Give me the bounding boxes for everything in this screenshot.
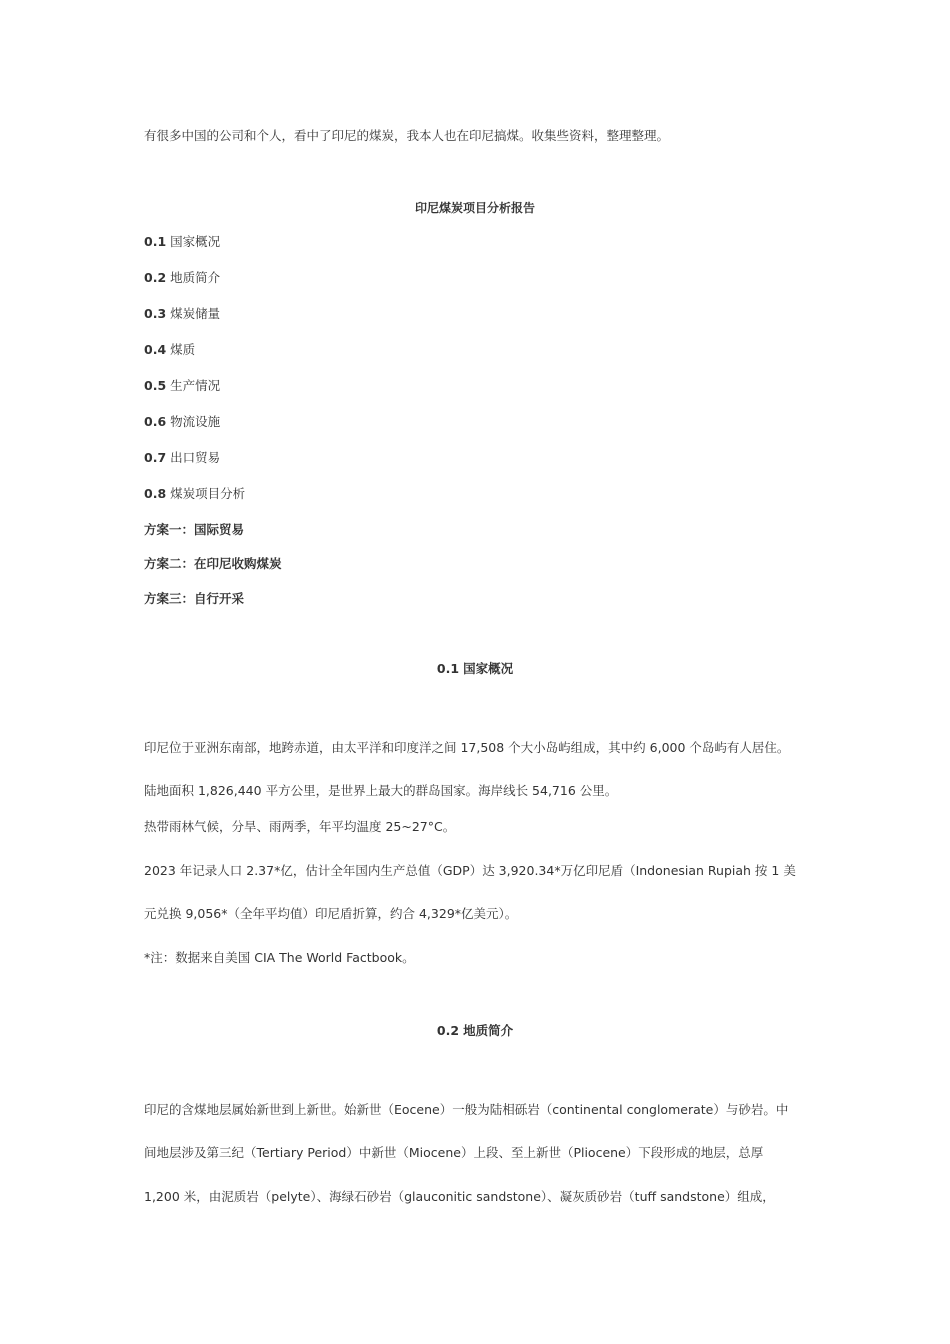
paragraph: 印尼位于亚洲东南部，地跨赤道，由太平洋和印度洋之间 17,508 个大小岛屿组成，其中约 6,000 个岛屿有人居住。 (144, 740, 790, 755)
toc-item-number: 0.8 (144, 486, 167, 501)
paragraph: 印尼的含煤地层属始新世到上新世。始新世（Eocene）一般为陆相砾岩（continental conglomerate）与砂岩。中 (144, 1102, 789, 1117)
plan-item[interactable]: 方案一：国际贸易 (144, 522, 245, 537)
toc-item-number: 0.3 (144, 306, 167, 321)
toc-item[interactable] (144, 485, 245, 503)
toc-item[interactable] (144, 377, 220, 395)
toc-item-label: 出口贸易 (170, 450, 221, 465)
toc-item-number: 0.5 (144, 378, 167, 393)
paragraph: 元兑换 9,056*（全年平均值）印尼盾折算，约合 4,329*亿美元）。 (144, 906, 518, 921)
toc-item-number: 0.4 (144, 342, 167, 357)
toc-item[interactable] (144, 233, 220, 251)
section-number: 0.1 (436, 661, 460, 676)
toc-item-label: 国家概况 (170, 234, 221, 249)
toc-item-number: 0.2 (144, 270, 167, 285)
toc-item-label: 地质简介 (170, 270, 221, 285)
paragraph: 1,200 米，由泥质岩（pelyte）、海绿石砂岩（glauconitic sandstone）、凝灰质砂岩（tuff sandstone）组成， (144, 1189, 775, 1204)
section-title: 地质简介 (463, 1023, 514, 1038)
paragraph: 陆地面积 1,826,440 平方公里，是世界上最大的群岛国家。海岸线长 54,716 公里。 (144, 783, 618, 798)
toc-item[interactable] (144, 305, 220, 323)
paragraph: 热带雨林气候，分旱、雨两季，年平均温度 25~27°C。 (144, 819, 456, 834)
paragraph: 间地层涉及第三纪（Tertiary Period）中新世（Miocene）上段、至上新世（Pliocene）下段形成的地层，总厚 (144, 1145, 764, 1160)
section-number: 0.2 (436, 1023, 460, 1038)
toc-item-label: 煤炭项目分析 (170, 486, 246, 501)
toc-item[interactable] (144, 449, 220, 467)
toc-item-label: 煤质 (170, 342, 196, 357)
footnote: *注：数据来自美国 CIA The World Factbook。 (144, 950, 415, 965)
toc-item-number: 0.7 (144, 450, 167, 465)
paragraph: 2023 年记录人口 2.37*亿，估计全年国内生产总值（GDP）达 3,920.34*万亿印尼盾（Indonesian Rupiah 按 1 美 (144, 863, 796, 878)
section-heading (0, 660, 950, 678)
toc-item-label: 物流设施 (170, 414, 221, 429)
intro-paragraph: 有很多中国的公司和个人，看中了印尼的煤炭，我本人也在印尼搞煤。收集些资料，整理整理。 (144, 128, 670, 143)
report-title: 印尼煤炭项目分析报告 (414, 201, 535, 215)
toc-item[interactable] (144, 341, 195, 359)
toc-item-number: 0.6 (144, 414, 167, 429)
toc-item-label: 生产情况 (170, 378, 221, 393)
toc-item[interactable] (144, 413, 220, 431)
plan-item[interactable]: 方案二：在印尼收购煤炭 (144, 556, 282, 571)
section-title: 国家概况 (463, 661, 514, 676)
section-heading (0, 1022, 950, 1040)
toc-item-number: 0.1 (144, 234, 167, 249)
toc-item[interactable] (144, 269, 220, 287)
plan-item[interactable]: 方案三：自行开采 (144, 591, 245, 606)
toc-item-label: 煤炭储量 (170, 306, 221, 321)
